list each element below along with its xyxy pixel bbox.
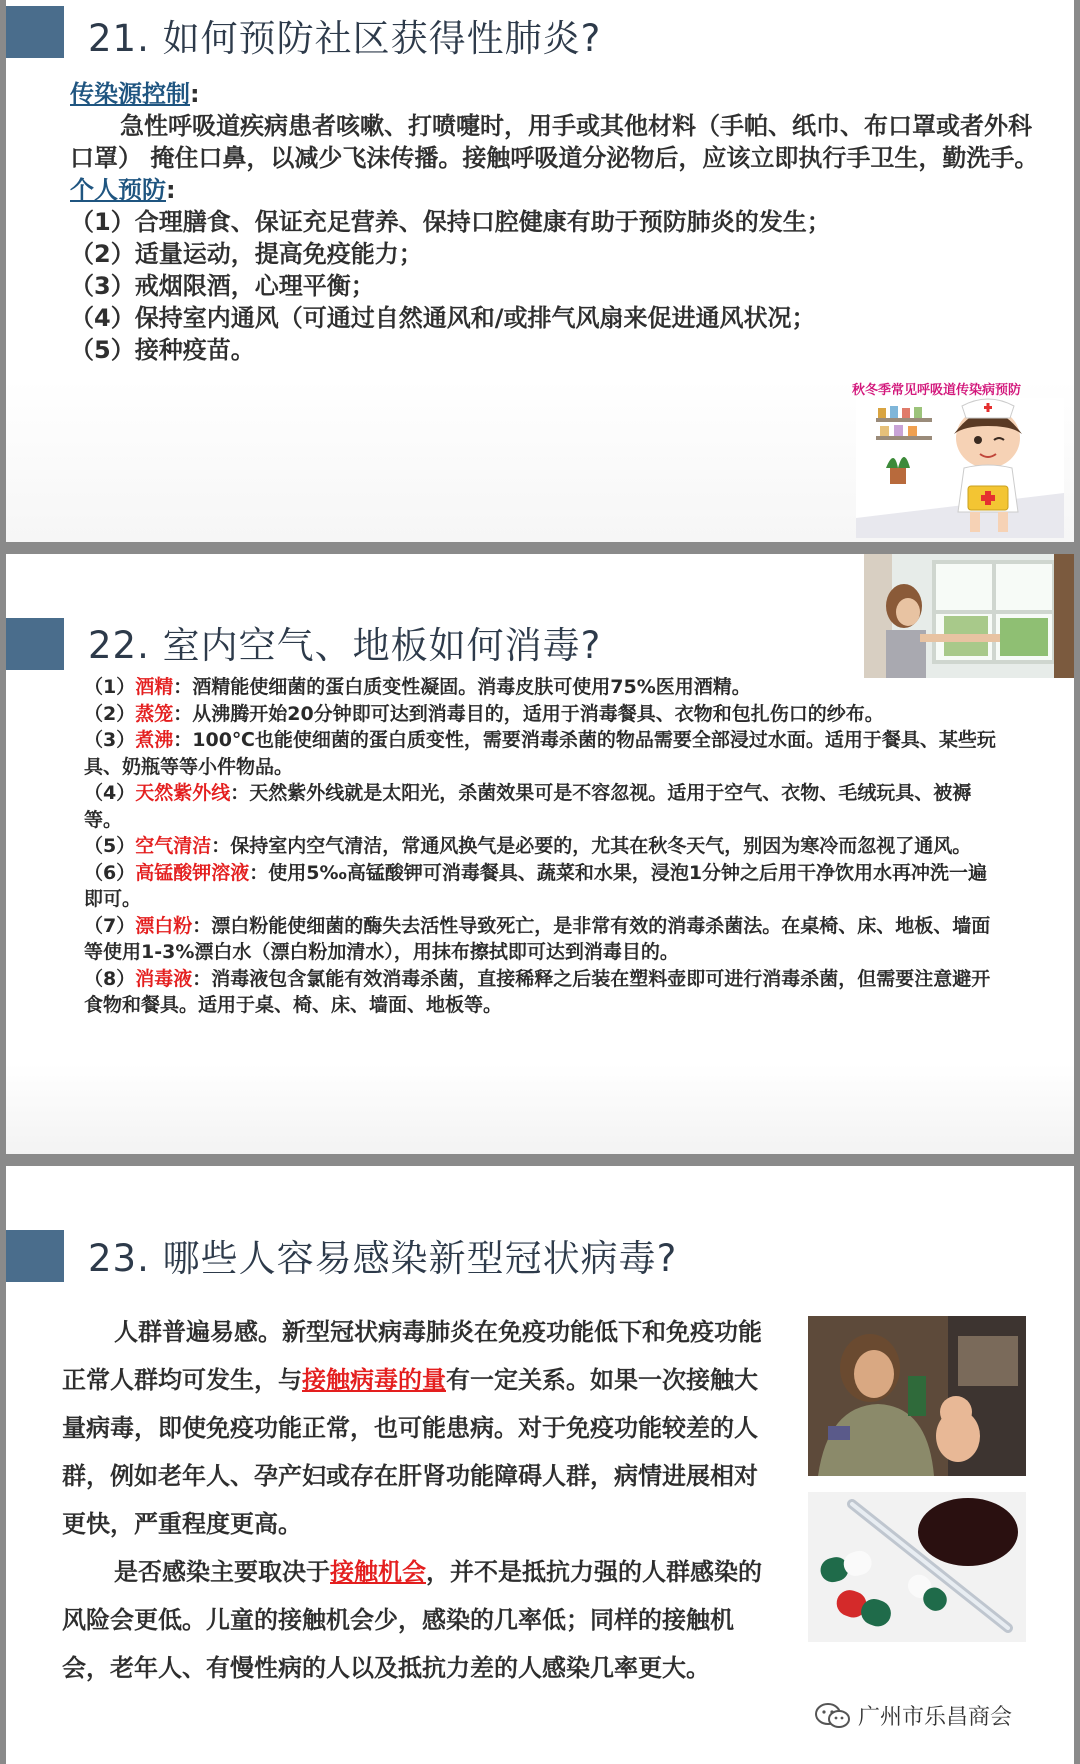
- slide-21-title: 21. 如何预防社区获得性肺炎?: [88, 17, 602, 60]
- prevention-item: （4）保持室内通风（可通过自然通风和/或排气风扇来促进通风状况；: [70, 304, 816, 332]
- medic-with-child-photo: [808, 1316, 1026, 1476]
- slide-21: [6, 0, 1074, 542]
- source-control-heading: 传染源控制: [70, 80, 190, 108]
- slide-23-title: 23. 哪些人容易感染新型冠状病毒?: [88, 1237, 678, 1280]
- source-control-text: 急性呼吸道疾病患者咳嗽、打喷嚏时，用手或其他材料（手帕、纸巾、布口罩或者外科口罩） 掩住口鼻，以减少飞沫传播。接触呼吸道分泌物后，应该立即执行手卫生，勤洗手。: [70, 112, 1039, 172]
- prevention-item: （3）戒烟限酒，心理平衡；: [70, 272, 375, 300]
- disinfect-item: （2）蒸笼：从沸腾开始20分钟即可达到消毒目的，适用于消毒餐具、衣物和包扎伤口的纱布。: [84, 702, 884, 725]
- slide-22: [6, 554, 1074, 1154]
- paragraph-1: 人群普遍易感。新型冠状病毒肺炎在免疫功能低下和免疫功能正常人群均可发生，与接触病毒的量有一定关系。如果一次接触大量病毒，即使免疫功能正常，也可能患病。对于免疫功能较差的人群，例如老年人、孕产妇或存在肝肾功能障碍人群，病情进展相对更快，严重程度更高。: [62, 1318, 762, 1538]
- prevention-item: （1）合理膳食、保证充足营养、保持口腔健康有助于预防肺炎的发生；: [70, 208, 831, 236]
- banner-caption: 秋冬季常见呼吸道传染病预防: [852, 383, 1022, 398]
- nurse-cartoon-illustration: [856, 398, 1064, 538]
- slide-23: [6, 1166, 1074, 1764]
- title-bar-marker: [6, 1230, 64, 1282]
- window-photo: [864, 554, 1074, 678]
- disinfect-item: （8）消毒液：消毒液包含氯能有效消毒杀菌，直接稀释之后装在塑料壶即可进行消毒杀菌，但需要注意避开食物和餐具。适用于桌、椅、床、墙面、地板等。: [84, 967, 991, 1016]
- paragraph-2: 是否感染主要取决于接触机会，并不是抵抗力强的人群感染的风险会更低。儿童的接触机会少，感染的几率低；同样的接触机会，老年人、有慢性病的人以及抵抗力差的人感染几率更大。: [62, 1558, 762, 1682]
- slide-22-title: 22. 室内空气、地板如何消毒?: [88, 624, 602, 667]
- prevention-item: （2）适量运动，提高免疫能力；: [70, 240, 423, 268]
- wechat-watermark: [814, 1700, 1012, 1731]
- disinfect-item: （5）空气清洁：保持室内空气清洁，常通风换气是必要的，尤其在秋冬天气，别因为寒冷而忽视了通风。: [84, 835, 972, 857]
- pills-thermometer-photo: [808, 1492, 1026, 1642]
- account-name: 广州市乐昌商会: [858, 1705, 1013, 1730]
- slide-23-body: [62, 1308, 774, 1692]
- disinfect-item: （3）煮沸：100℃也能使细菌的蛋白质变性，需要消毒杀菌的物品需要全部浸过水面。适用于餐具、某些玩具、奶瓶等等小件物品。: [84, 729, 996, 778]
- prevention-item: （5）接种疫苗。: [70, 336, 255, 364]
- disinfect-item: （4）天然紫外线：天然紫外线就是太阳光，杀菌效果可是不容忽视。适用于空气、衣物、毛绒玩具、被褥等。: [84, 782, 972, 831]
- slide-21-body: 传染源控制: 急性呼吸道疾病患者咳嗽、打喷嚏时，用手或其他材料（手帕、纸巾、布口罩或者外科口罩） 掩住口鼻，以减少飞沫传播。接触呼吸道分泌物后，应该立即执行手卫生，勤洗手。 个人预防: （1）合理膳食、保证充足营养、保持口腔健康有助于预防肺炎的发生； （2）适量运动，提高免疫能力； （3）戒烟限酒，心理平衡； （4）保持室内通风（可通过自然通风和/或排气风扇来促进通风状况； （5）接种疫苗。: [70, 78, 1050, 366]
- disinfect-item: （7）漂白粉：漂白粉能使细菌的酶失去活性导致死亡，是非常有效的消毒杀菌法。在桌椅、床、地板、墙面等使用1-3%漂白水（漂白粉加清水），用抹布擦拭即可达到消毒目的。: [84, 914, 991, 963]
- personal-prevention-heading: 个人预防: [70, 176, 166, 204]
- wechat-icon: [814, 1702, 852, 1730]
- title-bar-marker: [6, 618, 64, 670]
- title-bar-marker: [6, 6, 64, 58]
- slide-22-body: [84, 674, 999, 1019]
- disinfect-item: （6）高锰酸钾溶液：使用5‰高锰酸钾可消毒餐具、蔬菜和水果，浸泡1分钟之后用干净饮用水再冲洗一遍即可。: [84, 861, 988, 910]
- disinfect-item: （1）酒精：酒精能使细菌的蛋白质变性凝固。消毒皮肤可使用75%医用酒精。: [84, 676, 751, 698]
